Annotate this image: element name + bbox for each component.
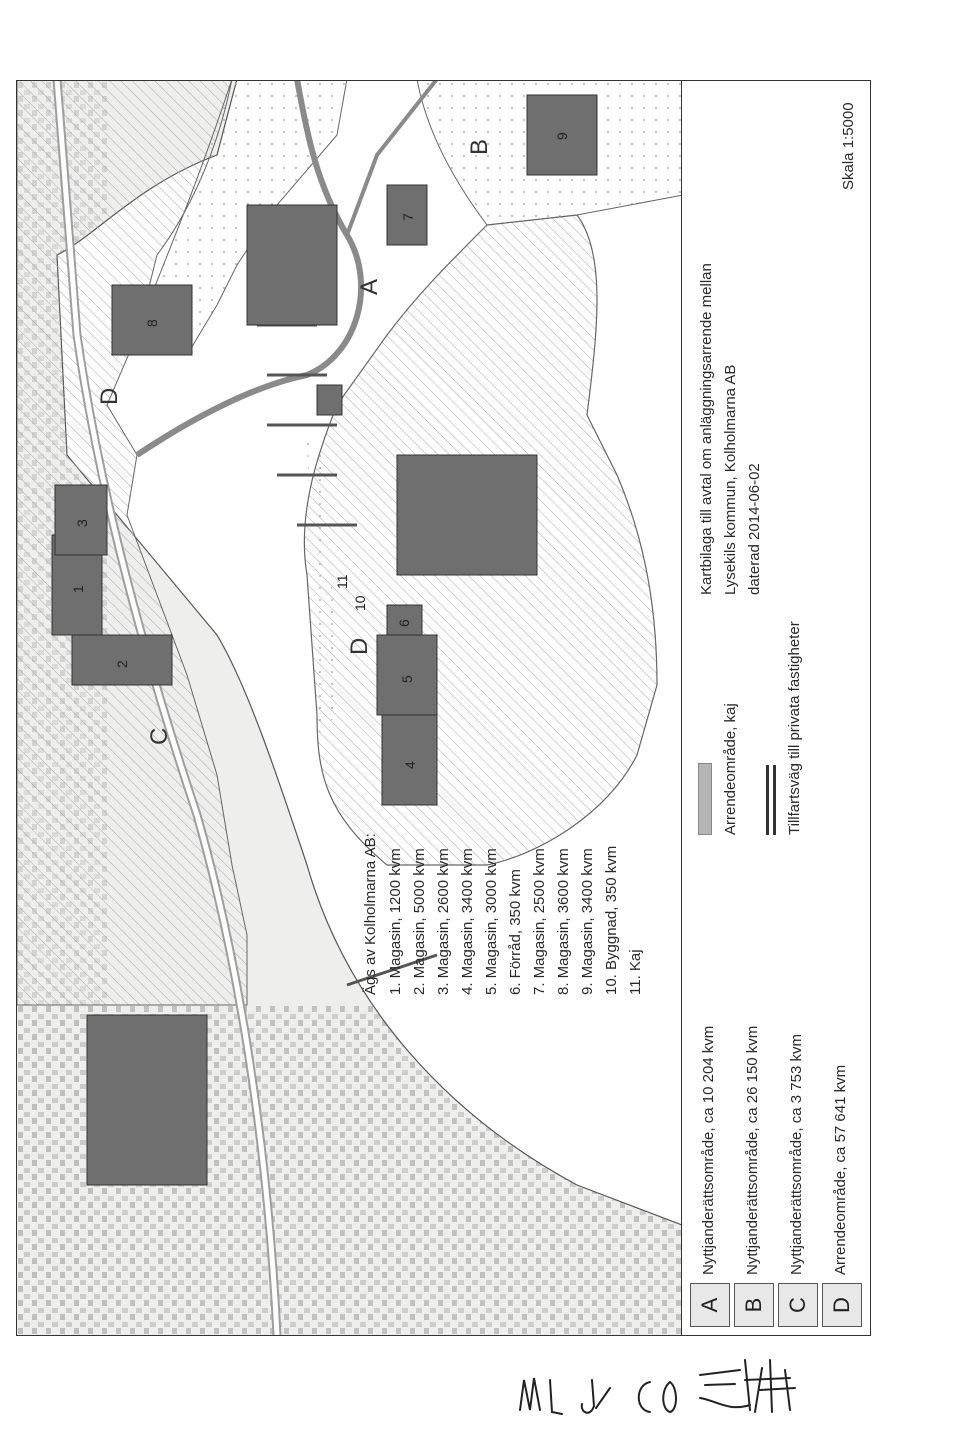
label-8: 8 [144, 319, 160, 327]
scale-label: Skala 1:5000 [840, 102, 857, 190]
owners-item: 1. Magasin, 1200 kvm [387, 848, 404, 995]
building-warehouse [397, 455, 537, 575]
label-3: 3 [74, 519, 90, 527]
building-4 [382, 715, 437, 805]
legend-key-b: B [734, 1283, 774, 1327]
label-7: 7 [400, 213, 416, 221]
owners-item: 6. Förråd, 350 kvm [507, 869, 524, 995]
zone-label-d-south: D [346, 637, 373, 655]
label-5: 5 [399, 675, 415, 683]
signature-stroke [745, 1360, 795, 1412]
label-1: 1 [70, 585, 86, 593]
label-11: 11 [334, 574, 350, 589]
owners-item: 5. Magasin, 3000 kvm [483, 848, 500, 995]
initials-stroke [663, 1382, 676, 1412]
handwritten-signatures [500, 1340, 820, 1430]
label-10: 10 [352, 595, 368, 611]
owners-item: 10. Byggnad, 350 kvm [603, 845, 620, 995]
owners-item: 3. Magasin, 2600 kvm [435, 848, 452, 995]
label-2: 2 [114, 660, 130, 668]
quay-swatch [698, 763, 712, 835]
owners-item: 7. Magasin, 2500 kvm [531, 848, 548, 995]
road-swatch [766, 765, 776, 835]
owners-item: 9. Magasin, 3400 kvm [579, 848, 596, 995]
map-frame [16, 80, 682, 1336]
owners-title: Ägs av Kolholmarna AB: [362, 833, 379, 995]
zone-label-d-north: D [96, 387, 123, 405]
owners-item: 11. Kaj [627, 949, 644, 995]
zone-label-a: A [356, 278, 383, 295]
initials-stroke [550, 1380, 562, 1414]
legend-title-line-3: daterad 2014-06-02 [746, 463, 763, 595]
legend-zone-a-text: Nyttjanderättsområde, ca 10 204 kvm [700, 1025, 717, 1275]
label-9: 9 [554, 132, 570, 140]
harbor-map [17, 80, 682, 1335]
label-6: 6 [396, 619, 412, 627]
legend-title-line-1: Kartbilaga till avtal om anläggningsarrende mellan [698, 263, 715, 595]
initials-stroke [520, 1378, 540, 1410]
legend-key-d: D [822, 1283, 862, 1327]
owners-item: 2. Magasin, 5000 kvm [411, 848, 428, 995]
initials-stroke [596, 1388, 610, 1408]
initials-stroke [582, 1380, 594, 1413]
legend-road-text: Tillfartsväg till privata fastigheter [786, 621, 803, 835]
building-10 [317, 385, 342, 415]
legend-zone-c-text: Nyttjanderättsområde, ca 3 753 kvm [788, 1034, 805, 1275]
owners-item: 8. Magasin, 3600 kvm [555, 848, 572, 995]
legend-title-line-2: Lysekils kommun, Kolholmarna AB [722, 364, 739, 595]
label-4: 4 [402, 761, 418, 769]
legend-key-a: A [690, 1283, 730, 1327]
zone-label-b: B [466, 138, 493, 155]
signature-stroke [700, 1370, 750, 1407]
building-town [87, 1015, 207, 1185]
rotated-map-layout [16, 80, 871, 1336]
legend-panel [682, 80, 871, 1336]
legend-zone-d-text: Arrendeområde, ca 57 641 kvm [832, 1064, 849, 1275]
legend-quay-text: Arrendeområde, kaj [722, 703, 739, 835]
owners-item: 4. Magasin, 3400 kvm [459, 848, 476, 995]
legend-key-c: C [778, 1283, 818, 1327]
initials-stroke [639, 1382, 650, 1412]
building-warehouse-2 [247, 205, 337, 325]
legend-zone-b-text: Nyttjanderättsområde, ca 26 150 kvm [744, 1025, 761, 1275]
zone-label-c: C [146, 727, 173, 745]
